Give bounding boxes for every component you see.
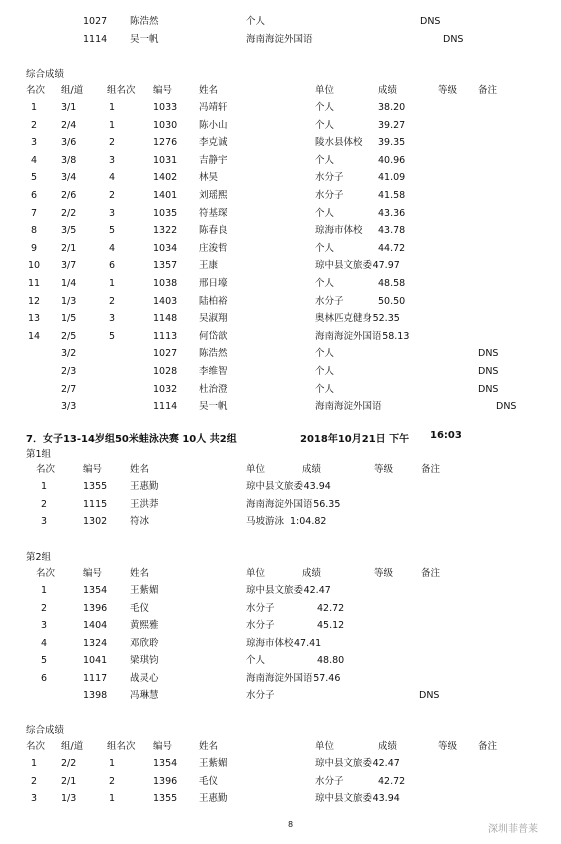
score-cell: 42.72: [378, 775, 406, 787]
column-header: 备注: [478, 85, 498, 96]
column-header: 单位: [246, 464, 266, 475]
table-row: [0, 672, 561, 686]
team-unit: 个人: [315, 383, 335, 395]
column-header: 姓名: [199, 85, 219, 96]
entry-number: 1404: [83, 620, 108, 631]
table-row: [0, 775, 561, 789]
athlete-name: 林昊: [199, 172, 219, 184]
entry-number: 1117: [83, 672, 108, 684]
score-cell: 43.94: [303, 481, 331, 492]
group-rank-cell: 4: [109, 242, 116, 254]
table-row: [0, 154, 561, 168]
table-row: [0, 119, 561, 133]
group-rank-cell: 2: [109, 775, 116, 787]
score-cell: 57.46: [313, 672, 341, 684]
table-row: [0, 277, 561, 291]
table-row: [0, 480, 561, 494]
group-lane-cell: 2/3: [61, 366, 77, 377]
team-unit: 海南海淀外国语: [315, 330, 382, 342]
team-unit: 琼中县文旅委: [246, 481, 304, 492]
group-lane-cell: 2/7: [61, 383, 77, 395]
athlete-name: 吴一帆: [130, 34, 159, 45]
team-unit: 个人: [315, 242, 335, 254]
team-unit: 水分子: [315, 190, 344, 201]
score-cell: 41.58: [378, 190, 406, 201]
athlete-name: 邢日壕: [199, 278, 228, 289]
score-cell: 42.47: [303, 585, 331, 596]
rank-cell: 11: [27, 278, 41, 289]
score-cell: 52.35: [372, 313, 400, 325]
rank-cell: 3: [40, 516, 48, 527]
column-header: 编号: [83, 568, 103, 579]
group-lane-cell: 3/5: [61, 225, 77, 237]
top-row: [0, 15, 561, 29]
score-cell: 39.27: [378, 119, 406, 131]
athlete-name: 陈春良: [199, 225, 228, 237]
entry-number: 1357: [153, 260, 178, 272]
group-rank-cell: 6: [109, 260, 116, 272]
rank-cell: 13: [27, 313, 41, 325]
entry-number: 1302: [83, 516, 108, 527]
score-cell: 47.97: [372, 260, 400, 272]
team-unit: 琼中县文旅委: [315, 793, 373, 804]
score-cell: 42.72: [317, 602, 345, 614]
group-rank-cell: 5: [109, 225, 116, 237]
column-header: 等级: [374, 568, 394, 579]
rank-cell: 2: [30, 775, 38, 787]
team-unit: 海南海淀外国语: [315, 401, 382, 413]
entry-number: 1355: [153, 793, 178, 804]
rank-cell: 3: [30, 137, 38, 149]
entry-number: 1403: [153, 295, 178, 307]
group-rank-cell: 1: [109, 102, 116, 113]
team-unit: 琼中县文旅委: [246, 585, 304, 596]
athlete-name: 陈浩然: [130, 16, 159, 27]
score-cell: 48.58: [378, 278, 406, 289]
group-rank-cell: 2: [109, 295, 116, 307]
group-lane-cell: 3/2: [61, 348, 77, 360]
group-lane-cell: 3/1: [61, 102, 77, 113]
athlete-name: 毛仪: [199, 775, 219, 787]
score-cell: 45.12: [317, 620, 345, 631]
table-row: [0, 242, 561, 256]
athlete-name: 李克诚: [199, 137, 228, 149]
rank-cell: 2: [40, 602, 48, 614]
table-row: [0, 602, 561, 616]
group-lane-cell: 3/8: [61, 154, 77, 166]
entry-number: 1401: [153, 190, 178, 201]
rank-cell: 8: [30, 225, 38, 237]
team-unit: 个人: [315, 366, 335, 377]
entry-number: 1398: [83, 690, 108, 701]
event-title: 7．女子13-14岁组50米蛙泳决赛 10人 共2组: [26, 434, 237, 445]
group-rank-cell: 1: [109, 119, 116, 131]
athlete-name: 刘瑶熙: [199, 190, 228, 201]
team-unit: 海南海淀外国语: [246, 498, 313, 510]
group-rank-cell: 5: [109, 330, 116, 342]
column-header: 姓名: [130, 568, 150, 579]
team-unit: 琼海市体校: [315, 225, 363, 237]
team-unit: 个人: [315, 348, 335, 360]
status-badge: DNS: [496, 401, 517, 413]
status-badge: DNS: [420, 16, 441, 27]
athlete-name: 吉静宇: [199, 154, 228, 166]
column-header: 等级: [438, 741, 458, 752]
group-rank-cell: 3: [109, 207, 116, 219]
athlete-name: 王惠勤: [130, 481, 159, 492]
group-lane-cell: 2/2: [61, 207, 77, 219]
score-cell: 48.80: [317, 655, 345, 666]
group-rank-cell: 3: [109, 154, 116, 166]
rank-cell: 14: [27, 330, 41, 342]
rank-cell: 1: [30, 758, 38, 769]
entry-number: 1402: [153, 172, 178, 184]
rank-cell: 1: [40, 481, 48, 492]
athlete-name: 陆柏裕: [199, 295, 228, 307]
group-lane-cell: 2/2: [61, 758, 77, 769]
score-cell: 43.94: [372, 793, 400, 804]
table-header: [0, 84, 561, 98]
entry-number: 1148: [153, 313, 178, 325]
table-header: [0, 740, 561, 754]
athlete-name: 王洪莽: [130, 498, 159, 510]
group-lane-cell: 2/1: [61, 242, 77, 254]
athlete-name: 陈小山: [199, 119, 228, 131]
entry-number: 1027: [83, 16, 108, 27]
rank-cell: 5: [30, 172, 38, 184]
section-title: 综合成绩: [26, 725, 65, 736]
athlete-name: 杜治澄: [199, 383, 228, 395]
team-unit: 琼海市体校: [246, 637, 294, 649]
entry-number: 1115: [83, 498, 108, 510]
rank-cell: 10: [27, 260, 41, 272]
athlete-name: 王康: [199, 260, 219, 272]
table-row: [0, 365, 561, 379]
rank-cell: 5: [40, 655, 48, 666]
group-lane-cell: 2/6: [61, 190, 77, 201]
column-header: 单位: [315, 85, 335, 96]
athlete-name: 符基琛: [199, 207, 228, 219]
entry-number: 1113: [153, 330, 178, 342]
table-row: [0, 101, 561, 115]
column-header: 组名次: [107, 741, 136, 752]
athlete-name: 梁琪钧: [130, 655, 159, 666]
team-unit: 水分子: [246, 690, 275, 701]
rank-cell: 1: [30, 102, 38, 113]
rank-cell: 3: [30, 793, 38, 804]
group-rank-cell: 2: [109, 190, 116, 201]
column-header: 名次: [26, 85, 46, 96]
rank-cell: 4: [40, 637, 48, 649]
athlete-name: 邓欣聆: [130, 637, 159, 649]
column-header: 组/道: [61, 741, 84, 752]
athlete-name: 毛仪: [130, 602, 150, 614]
column-header: 姓名: [199, 741, 219, 752]
athlete-name: 黄熙雅: [130, 620, 159, 631]
column-header: 编号: [153, 741, 173, 752]
table-row: [0, 259, 561, 273]
team-unit: 水分子: [246, 620, 275, 631]
column-header: 成绩: [302, 464, 322, 475]
table-row: [0, 757, 561, 771]
table-row: [0, 498, 561, 512]
team-unit: 奥林匹克健身: [315, 313, 373, 325]
entry-number: 1396: [153, 775, 178, 787]
table-row: [0, 189, 561, 203]
table-row: [0, 619, 561, 633]
rank-cell: 3: [40, 620, 48, 631]
group-lane-cell: 3/3: [61, 401, 77, 413]
score-cell: 47.41: [294, 637, 322, 649]
table-row: [0, 312, 561, 326]
status-badge: DNS: [478, 366, 499, 377]
athlete-name: 吴一帆: [199, 401, 228, 413]
athlete-name: 王紫媚: [130, 585, 159, 596]
entry-number: 1038: [153, 278, 178, 289]
group-lane-cell: 2/4: [61, 119, 77, 131]
table-row: [0, 584, 561, 598]
score-cell: 40.96: [378, 154, 406, 166]
column-header: 姓名: [130, 464, 150, 475]
score-cell: 38.20: [378, 102, 406, 113]
entry-number: 1322: [153, 225, 178, 237]
status-badge: DNS: [419, 690, 440, 701]
column-header: 备注: [421, 568, 441, 579]
entry-number: 1033: [153, 102, 178, 113]
table-row: [0, 689, 561, 703]
entry-number: 1324: [83, 637, 108, 649]
group-rank-cell: 4: [109, 172, 116, 184]
team-unit: 水分子: [315, 295, 344, 307]
score-cell: 39.35: [378, 137, 406, 149]
score-cell: 41.09: [378, 172, 406, 184]
athlete-name: 战灵心: [130, 672, 159, 684]
table-row: [0, 347, 561, 361]
athlete-name: 符冰: [130, 516, 150, 527]
athlete-name: 王紫媚: [199, 758, 228, 769]
column-header: 备注: [478, 741, 498, 752]
group-rank-cell: 1: [109, 278, 116, 289]
score-cell: 44.72: [378, 242, 406, 254]
watermark-logo: 深圳菲普莱: [488, 824, 538, 835]
table-row: [0, 295, 561, 309]
group-rank-cell: 3: [109, 313, 116, 325]
team-unit: 水分子: [315, 775, 344, 787]
group-rank-cell: 1: [109, 758, 116, 769]
column-header: 编号: [83, 464, 103, 475]
team-unit: 个人: [246, 16, 266, 27]
team-unit: 马坡游泳: [246, 516, 285, 527]
team-unit: 水分子: [246, 602, 275, 614]
score-cell: 42.47: [372, 758, 400, 769]
table-row: [0, 207, 561, 221]
status-badge: DNS: [443, 34, 464, 45]
athlete-name: 吴淑翔: [199, 313, 228, 325]
column-header: 成绩: [378, 741, 398, 752]
athlete-name: 冯琳慧: [130, 690, 159, 701]
group-lane-cell: 2/1: [61, 775, 77, 787]
column-header: 编号: [153, 85, 173, 96]
rank-cell: 12: [27, 295, 41, 307]
team-unit: 个人: [246, 655, 266, 666]
team-unit: 海南海淀外国语: [246, 34, 313, 45]
table-row: [0, 136, 561, 150]
column-header: 名次: [26, 741, 46, 752]
entry-number: 1032: [153, 383, 178, 395]
column-header: 名次: [36, 464, 56, 475]
entry-number: 1041: [83, 655, 108, 666]
rank-cell: 2: [30, 119, 38, 131]
column-header: 成绩: [302, 568, 322, 579]
section-title: 综合成绩: [26, 69, 65, 80]
entry-number: 1354: [153, 758, 178, 769]
group-rank-cell: 1: [109, 793, 116, 804]
entry-number: 1114: [153, 401, 178, 413]
entry-number: 1396: [83, 602, 108, 614]
score-cell: 43.36: [378, 207, 406, 219]
group-title: 第1组: [26, 449, 52, 460]
table-row: [0, 792, 561, 806]
rank-cell: 2: [40, 498, 48, 510]
athlete-name: 王惠勤: [199, 793, 228, 804]
rank-cell: 1: [40, 585, 48, 596]
rank-cell: 7: [30, 207, 38, 219]
entry-number: 1030: [153, 119, 178, 131]
entry-number: 1355: [83, 481, 108, 492]
team-unit: 个人: [315, 278, 335, 289]
entry-number: 1034: [153, 242, 178, 254]
group-lane-cell: 1/3: [61, 793, 77, 804]
page-number: 8: [288, 820, 294, 829]
top-row: [0, 33, 561, 47]
team-unit: 琼中县文旅委: [315, 260, 373, 272]
column-header: 成绩: [378, 85, 398, 96]
athlete-name: 冯靖轩: [199, 102, 228, 113]
table-row: [0, 171, 561, 185]
group-lane-cell: 1/3: [61, 295, 77, 307]
column-header: 单位: [315, 741, 335, 752]
table-row: [0, 330, 561, 344]
group-lane-cell: 3/6: [61, 137, 77, 149]
athlete-name: 陈浩然: [199, 348, 228, 360]
team-unit: 个人: [315, 102, 335, 113]
rank-cell: 4: [30, 154, 38, 166]
table-header: [0, 463, 561, 477]
table-row: [0, 400, 561, 414]
group-lane-cell: 2/5: [61, 330, 77, 342]
rank-cell: 6: [30, 190, 38, 201]
column-header: 组/道: [61, 85, 84, 96]
team-unit: 陵水县体校: [315, 137, 363, 149]
column-header: 备注: [421, 464, 441, 475]
entry-number: 1028: [153, 366, 178, 377]
entry-number: 1027: [153, 348, 178, 360]
team-unit: 个人: [315, 207, 335, 219]
entry-number: 1031: [153, 154, 178, 166]
group-lane-cell: 3/4: [61, 172, 77, 184]
table-row: [0, 224, 561, 238]
table-row: [0, 637, 561, 651]
status-badge: DNS: [478, 383, 499, 395]
athlete-name: 李维智: [199, 366, 228, 377]
team-unit: 琼中县文旅委: [315, 758, 373, 769]
event-date: 2018年10月21日 下午: [300, 434, 410, 445]
score-cell: 56.35: [313, 498, 341, 510]
group-lane-cell: 1/4: [61, 278, 77, 289]
column-header: 等级: [374, 464, 394, 475]
entry-number: 1354: [83, 585, 108, 596]
athlete-name: 何岱歆: [199, 330, 228, 342]
rank-cell: 9: [30, 242, 38, 254]
table-row: [0, 383, 561, 397]
group-lane-cell: 1/5: [61, 313, 77, 325]
group-title: 第2组: [26, 552, 52, 563]
score-cell: 58.13: [382, 330, 410, 342]
team-unit: 水分子: [315, 172, 344, 184]
column-header: 等级: [438, 85, 458, 96]
group-lane-cell: 3/7: [61, 260, 77, 272]
team-unit: 海南海淀外国语: [246, 672, 313, 684]
team-unit: 个人: [315, 154, 335, 166]
rank-cell: 6: [40, 672, 48, 684]
entry-number: 1035: [153, 207, 178, 219]
entry-number: 1276: [153, 137, 178, 149]
column-header: 单位: [246, 568, 266, 579]
column-header: 名次: [36, 568, 56, 579]
table-row: [0, 515, 561, 529]
team-unit: 个人: [315, 119, 335, 131]
score-cell: 50.50: [378, 295, 406, 307]
event-time: 16:03: [430, 430, 462, 441]
score-cell: 1:04.82: [290, 516, 327, 527]
status-badge: DNS: [478, 348, 499, 360]
entry-number: 1114: [83, 34, 108, 45]
group-rank-cell: 2: [109, 137, 116, 149]
score-cell: 43.78: [378, 225, 406, 237]
table-row: [0, 654, 561, 668]
athlete-name: 庄浚哲: [199, 242, 228, 254]
table-header: [0, 567, 561, 581]
column-header: 组名次: [107, 85, 136, 96]
